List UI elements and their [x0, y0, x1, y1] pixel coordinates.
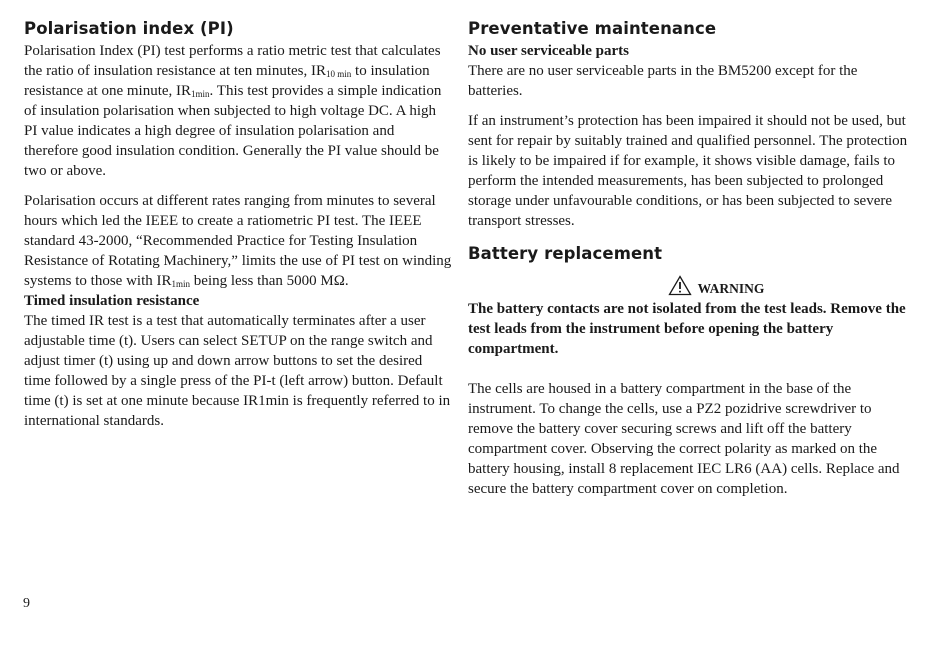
battery-paragraph: The cells are housed in a battery compartment in the base of the instrument. To change the cells, use a PZ2 pozidrive screwdriver to remove the battery cover securing screws and lift off the battery compartment cover. Observing the correct polarity as marked on the battery housing, install 8 replacement IEC LR6 (AA) cells. Replace and secure the battery compartment cover on completion.	[468, 381, 900, 497]
pi-p2-text-1: Polarisation occurs at different rates ranging from minutes to several hours which led the IEEE to create a ratiometric PI test. The IEEE standard 43-2000, “Recommended Practice for Testing Insulation Resistance of Rotating Machinery,” limits the use of PI test on winding systems to those with IR	[24, 193, 452, 289]
maintenance-heading: Preventative maintenance	[468, 19, 717, 38]
pi-p1-subscript-2: 1min	[191, 89, 210, 99]
pi-p1-text-2: to insulation resistance at one minute, IR	[24, 63, 430, 99]
warning-triangle-icon	[668, 275, 692, 296]
pi-paragraph-2	[24, 191, 452, 291]
left-column	[24, 18, 452, 431]
maintenance-paragraph-2: If an instrument’s protection has been impaired it should not be used, but sent for repair by suitably trained and qualified personnel. The protection is likely to be impaired if for example, it shows visible damage, fails to perform the intended measurements, has been subjected to prolonged storage under unfavourable conditions, or has been subjected to severe transport stresses.	[468, 113, 908, 229]
pi-p1-text-1: Polarisation Index (PI) test performs a ratio metric test that calculates the ratio of insulation resistance at ten minutes, IR	[24, 43, 441, 79]
pi-p2-subscript-1: 1min	[171, 279, 191, 289]
battery-heading: Battery replacement	[468, 244, 663, 263]
right-column	[468, 18, 908, 499]
pi-p2-text-2: being less than 5000 MΩ.	[190, 273, 349, 289]
maintenance-subheading: No user serviceable parts	[468, 43, 629, 59]
pi-heading: Polarisation index (PI)	[24, 19, 234, 38]
page-number: 9	[23, 596, 30, 611]
pi-p1-subscript-1: 10 min	[326, 69, 352, 79]
timed-heading: Timed insulation resistance	[24, 293, 200, 309]
timed-paragraph: The timed IR test is a test that automatically terminates after a user adjustable time (t). Users can select SETUP on the range switch and adjust timer (t) using up and down arrow buttons to set the desired time followed by a single press of the PI-t (left arrow) button. Default time (t) is set at one minute because IR1min is frequently referred to in international standards.	[24, 313, 451, 429]
warning-label-row	[468, 275, 908, 299]
pi-p1-text-3: . This test provides a simple indication of insulation polarisation when subjected to high voltage DC. A high PI value indicates a high degree of insulation polarisation and therefore good insulation condition. Generally the PI value should be two or above.	[24, 83, 442, 179]
pi-paragraph-1	[24, 41, 452, 181]
warning-label: WARNING	[697, 281, 765, 296]
maintenance-paragraph-1: There are no user serviceable parts in the BM5200 except for the batteries.	[468, 63, 858, 99]
warning-text: The battery contacts are not isolated from the test leads. Remove the test leads from the instrument before opening the battery compartment.	[468, 301, 906, 357]
